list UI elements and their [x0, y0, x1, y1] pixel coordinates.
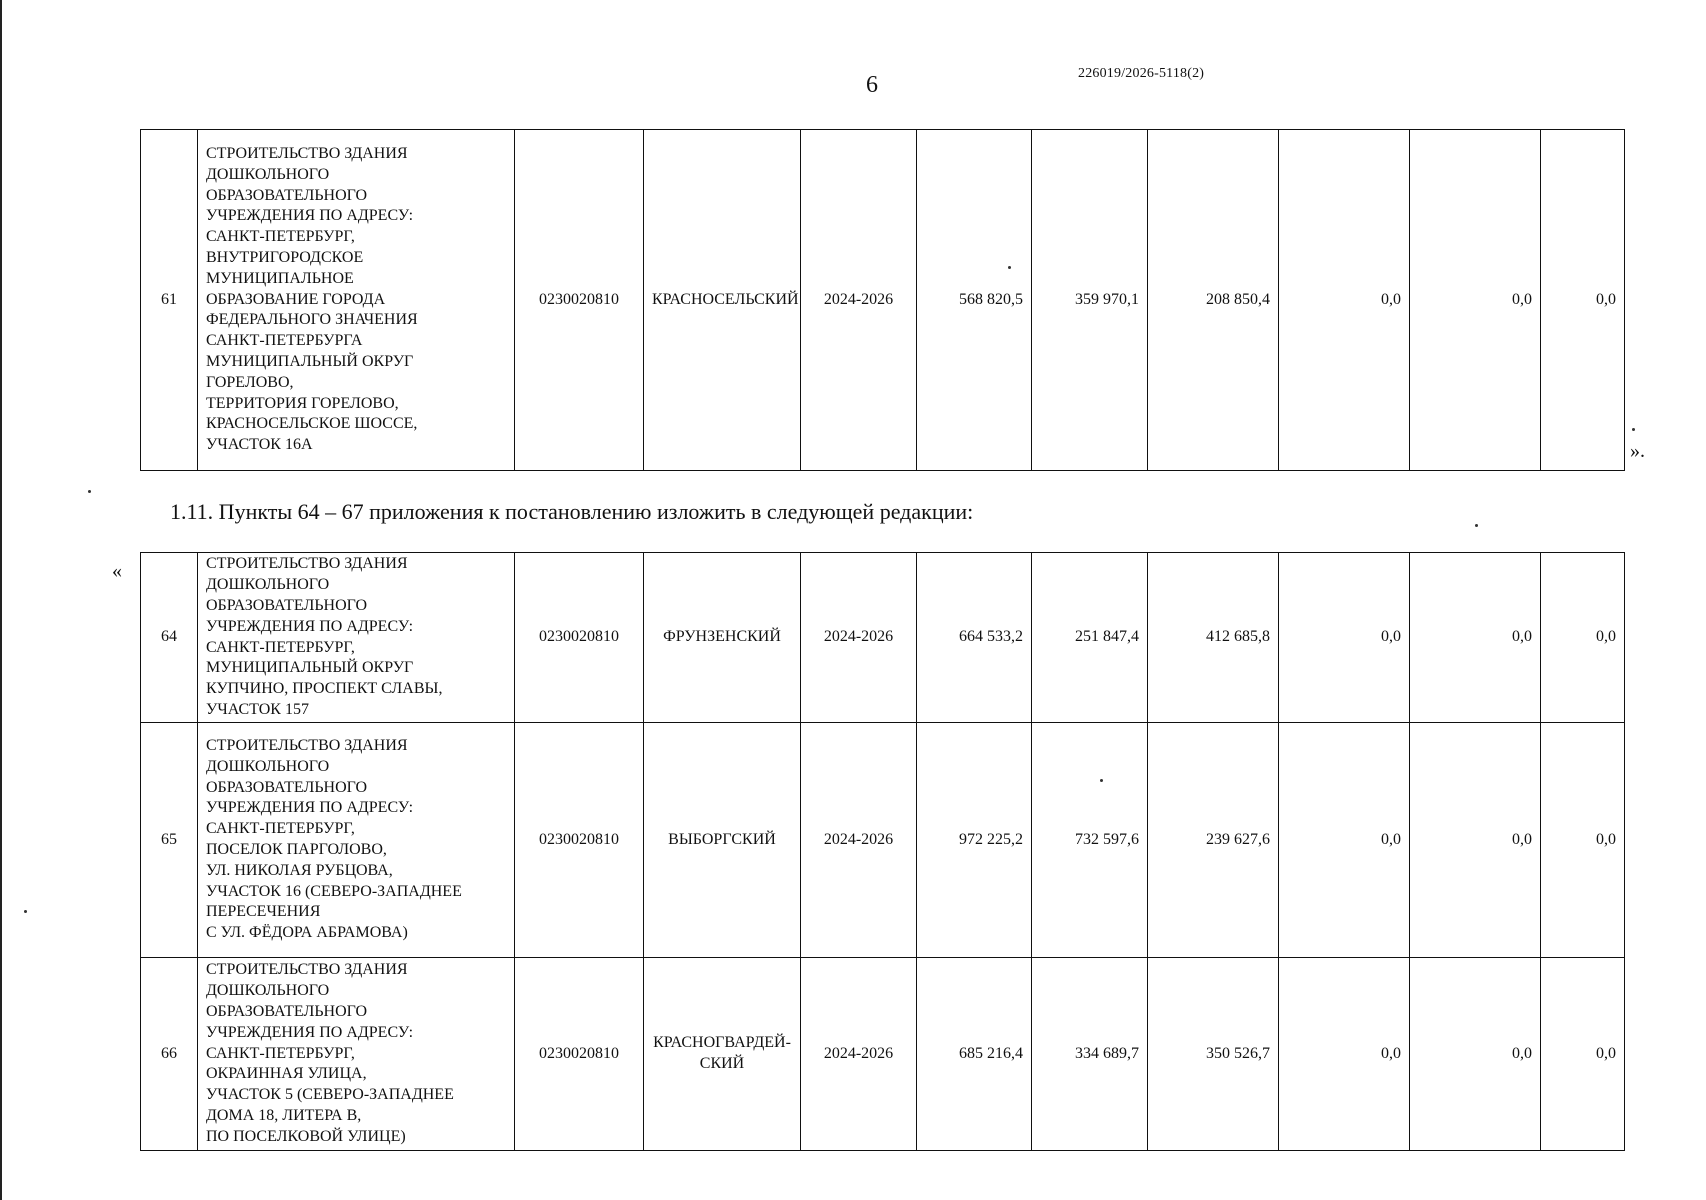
- object-name: [198, 723, 515, 958]
- object-name-line: ОБРАЗОВАТЕЛЬНОГО: [206, 596, 368, 614]
- object-name-line: МУНИЦИПАЛЬНЫЙ ОКРУГ: [206, 659, 414, 677]
- row-number: 66: [141, 958, 198, 1151]
- object-name-line: ДОШКОЛЬНОГО: [206, 757, 330, 775]
- district: ФРУНЗЕНСКИЙ: [644, 553, 801, 723]
- object-name-line: ТЕРРИТОРИЯ ГОРЕЛОВО,: [206, 394, 399, 412]
- object-name-line: ОКРАИННАЯ УЛИЦА,: [206, 1065, 367, 1083]
- object-name-line: САНКТ-ПЕТЕРБУРГА: [206, 332, 363, 350]
- table-row: [141, 130, 1625, 471]
- closing-quote: ».: [1630, 440, 1645, 462]
- scan-speck: [1632, 428, 1635, 431]
- amount-2027: 0,0: [1410, 958, 1541, 1151]
- object-name-line: САНКТ-ПЕТЕРБУРГ,: [206, 1044, 355, 1062]
- budget-code: 0230020810: [515, 958, 644, 1151]
- scan-speck: [1100, 779, 1103, 782]
- amount-2024: 359 970,1: [1032, 130, 1148, 471]
- object-name-line: КРАСНОСЕЛЬСКОЕ ШОССЕ,: [206, 415, 418, 433]
- total-amount: 972 225,2: [917, 723, 1032, 958]
- page-left-edge: [0, 0, 2, 1200]
- table-row: [141, 723, 1625, 958]
- row-number: 64: [141, 553, 198, 723]
- district-line: СКИЙ: [699, 1055, 745, 1072]
- amount-2026: 0,0: [1279, 553, 1410, 723]
- object-name-line: УЧРЕЖДЕНИЯ ПО АДРЕСУ:: [206, 1023, 414, 1041]
- scan-speck: [24, 910, 27, 913]
- total-amount: 685 216,4: [917, 958, 1032, 1151]
- amount-2027: 0,0: [1410, 553, 1541, 723]
- table-items-64-66: [140, 552, 1625, 1151]
- object-name: [198, 958, 515, 1151]
- object-name-line: ОБРАЗОВАТЕЛЬНОГО: [206, 186, 368, 204]
- object-name-line: УЧАСТОК 16А: [206, 436, 313, 454]
- table-row: [141, 958, 1625, 1151]
- district: [644, 958, 801, 1151]
- amount-2025: 239 627,6: [1148, 723, 1279, 958]
- period: 2024-2026: [801, 130, 917, 471]
- object-name-line: УЧРЕЖДЕНИЯ ПО АДРЕСУ:: [206, 617, 414, 635]
- amount-2027: 0,0: [1410, 723, 1541, 958]
- total-amount: 568 820,5: [917, 130, 1032, 471]
- table-item-61: [140, 129, 1625, 471]
- opening-quote: «: [112, 560, 122, 582]
- object-name-line: СТРОИТЕЛЬСТВО ЗДАНИЯ: [206, 737, 408, 755]
- amount-2028: 0,0: [1541, 958, 1625, 1151]
- object-name-line: ОБРАЗОВАТЕЛЬНОГО: [206, 1003, 368, 1020]
- amount-2024: 334 689,7: [1032, 958, 1148, 1151]
- object-name-line: ДОМА 18, ЛИТЕРА В,: [206, 1106, 362, 1124]
- object-name: [198, 130, 515, 471]
- table-row: [141, 553, 1625, 723]
- amount-2025: 412 685,8: [1148, 553, 1279, 723]
- period: 2024-2026: [801, 723, 917, 958]
- object-name-line: ОБРАЗОВАНИЕ ГОРОДА: [206, 290, 386, 308]
- object-name-line: УЧРЕЖДЕНИЯ ПО АДРЕСУ:: [206, 207, 414, 225]
- budget-code: 0230020810: [515, 553, 644, 723]
- amount-2026: 0,0: [1279, 723, 1410, 958]
- amount-2028: 0,0: [1541, 723, 1625, 958]
- budget-code: 0230020810: [515, 130, 644, 471]
- object-name-line: ДОШКОЛЬНОГО: [206, 576, 330, 594]
- amount-2027: 0,0: [1410, 130, 1541, 471]
- object-name-line: УЧРЕЖДЕНИЯ ПО АДРЕСУ:: [206, 799, 414, 817]
- amount-2025: 208 850,4: [1148, 130, 1279, 471]
- object-name-line: ВНУТРИГОРОДСКОЕ: [206, 249, 364, 266]
- scan-speck: [1008, 266, 1011, 269]
- district-line: КРАСНОГВАРДЕЙ-: [653, 1034, 791, 1052]
- document-id: 226019/2026-5118(2): [1078, 66, 1205, 81]
- scan-speck: [1475, 524, 1478, 527]
- budget-code: 0230020810: [515, 723, 644, 958]
- amount-2025: 350 526,7: [1148, 958, 1279, 1151]
- amount-2026: 0,0: [1279, 130, 1410, 471]
- object-name-line: МУНИЦИПАЛЬНЫЙ ОКРУГ: [206, 352, 414, 370]
- amount-2028: 0,0: [1541, 553, 1625, 723]
- object-name-line: СТРОИТЕЛЬСТВО ЗДАНИЯ: [206, 961, 408, 979]
- object-name-line: ФЕДЕРАЛЬНОГО ЗНАЧЕНИЯ: [206, 311, 418, 329]
- object-name-line: САНКТ-ПЕТЕРБУРГ,: [206, 228, 355, 246]
- row-number: 65: [141, 723, 198, 958]
- object-name-line: ПЕРЕСЕЧЕНИЯ: [206, 903, 321, 921]
- object-name-line: ПО ПОСЕЛКОВОЙ УЛИЦЕ): [206, 1127, 406, 1145]
- row-number: 61: [141, 130, 198, 471]
- object-name-line: УЧАСТОК 157: [206, 700, 309, 718]
- amount-2024: 732 597,6: [1032, 723, 1148, 958]
- total-amount: 664 533,2: [917, 553, 1032, 723]
- object-name-line: ГОРЕЛОВО,: [206, 373, 294, 391]
- object-name-line: УЧАСТОК 5 (СЕВЕРО-ЗАПАДНЕЕ: [206, 1086, 454, 1104]
- object-name: [198, 553, 515, 723]
- object-name-line: УЛ. НИКОЛАЯ РУБЦОВА,: [206, 861, 393, 879]
- district: КРАСНОСЕЛЬСКИЙ: [644, 130, 801, 471]
- object-name-line: САНКТ-ПЕТЕРБУРГ,: [206, 820, 355, 838]
- page-number: 6: [866, 72, 878, 98]
- object-name-line: ПОСЕЛОК ПАРГОЛОВО,: [206, 841, 387, 858]
- object-name-line: МУНИЦИПАЛЬНОЕ: [206, 269, 354, 287]
- amendment-paragraph: 1.11. Пункты 64 – 67 приложения к постановлению изложить в следующей редакции:: [170, 499, 974, 524]
- object-name-line: СТРОИТЕЛЬСТВО ЗДАНИЯ: [206, 555, 408, 573]
- object-name-line: КУПЧИНО, ПРОСПЕКТ СЛАВЫ,: [206, 680, 443, 698]
- object-name-line: С УЛ. ФЁДОРА АБРАМОВА): [206, 924, 408, 942]
- object-name-line: ОБРАЗОВАТЕЛЬНОГО: [206, 778, 368, 796]
- object-name-line: УЧАСТОК 16 (СЕВЕРО-ЗАПАДНЕЕ: [206, 882, 462, 900]
- scan-speck: [88, 490, 91, 493]
- object-name-line: ДОШКОЛЬНОГО: [206, 982, 330, 1000]
- object-name-line: ДОШКОЛЬНОГО: [206, 165, 330, 183]
- object-name-line: СТРОИТЕЛЬСТВО ЗДАНИЯ: [206, 145, 408, 163]
- object-name-line: САНКТ-ПЕТЕРБУРГ,: [206, 638, 355, 656]
- period: 2024-2026: [801, 958, 917, 1151]
- amount-2028: 0,0: [1541, 130, 1625, 471]
- amount-2024: 251 847,4: [1032, 553, 1148, 723]
- amount-2026: 0,0: [1279, 958, 1410, 1151]
- district: ВЫБОРГСКИЙ: [644, 723, 801, 958]
- period: 2024-2026: [801, 553, 917, 723]
